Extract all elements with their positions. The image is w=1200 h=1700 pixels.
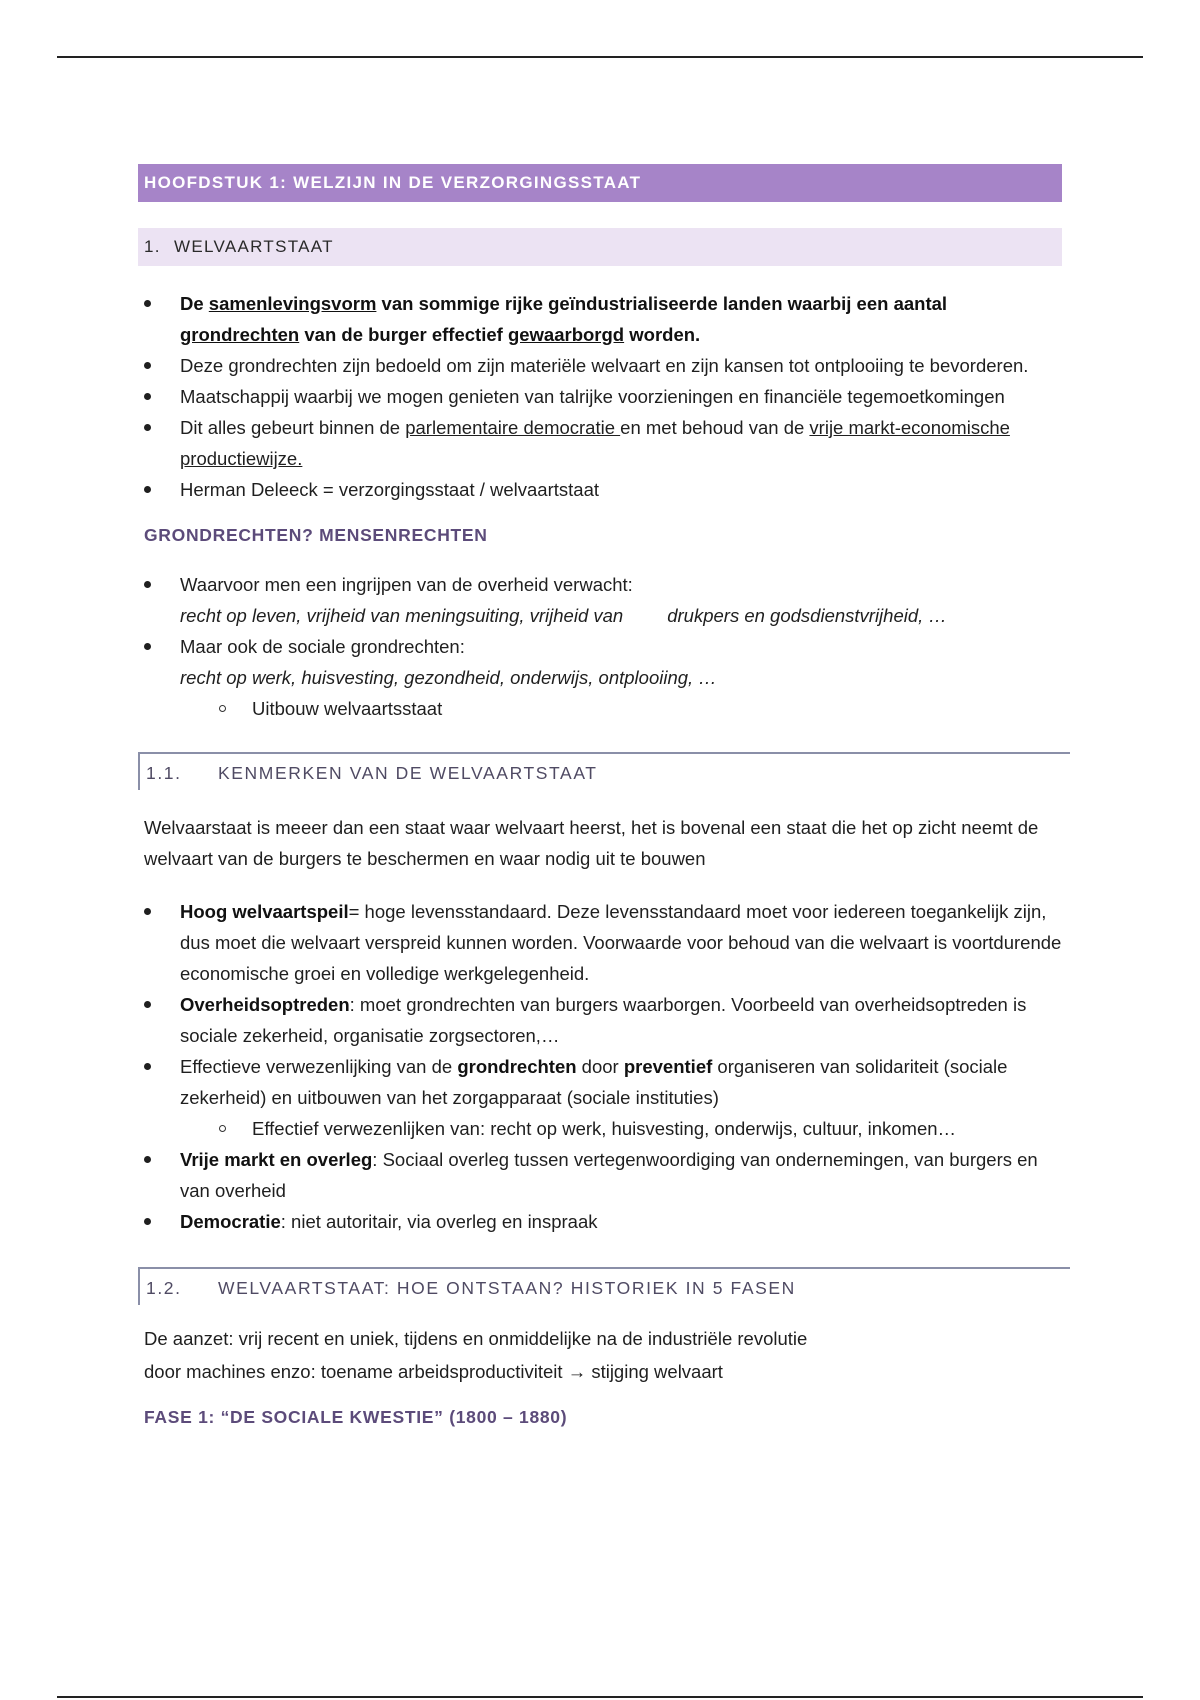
section-title: WELVAARTSTAAT (174, 237, 334, 256)
historiek-line-1: De aanzet: vrij recent en uniek, tijdens en onmiddelijke na de industriële revolutie (144, 1328, 808, 1349)
kenmerken-bullets-continued (138, 1144, 1062, 1237)
section-title: KENMERKEN VAN DE WELVAARTSTAAT (218, 763, 598, 783)
list-item: Dit alles gebeurt binnen de parlementaire democratie en met behoud van de vrije markt-economische productiewijze. (138, 412, 1062, 474)
footer-rule (57, 1696, 1143, 1698)
grondrechten-heading: GRONDRECHTEN? MENSENRECHTEN (144, 525, 488, 545)
list-item: Maar ook de sociale grondrechten: recht op werk, huisvesting, gezondheid, onderwijs, ontplooiing, … (138, 631, 1062, 693)
welvaartstaat-bullets (138, 288, 1062, 505)
list-item: Waarvoor men een ingrijpen van de overheid verwacht: recht op leven, vrijheid van meningsuiting, vrijheid van drukpers en godsdienstvrijheid, … (138, 569, 1062, 631)
kenmerken-bullets (138, 896, 1062, 1113)
list-item-sub: recht op werk, huisvesting, gezondheid, onderwijs, ontplooiing, … (180, 667, 717, 688)
list-item: Overheidsoptreden: moet grondrechten van burgers waarborgen. Voorbeeld van overheidsoptreden is sociale zekerheid, organisatie zorgsectoren,… (138, 989, 1062, 1051)
section-heading-historiek (138, 1267, 1070, 1305)
list-item: Herman Deleeck = verzorgingsstaat / welvaartstaat (138, 474, 1062, 505)
section-number: 1.1. (146, 763, 182, 783)
section-heading-kenmerken (138, 752, 1070, 790)
list-item: Effectieve verwezenlijking van de grondrechten door preventief organiseren van solidariteit (sociale zekerheid) en uitbouwen van het zorgapparaat (sociale instituties) (138, 1051, 1062, 1113)
historiek-line-2: door machines enzo: toename arbeidsproductiviteit → stijging welvaart (144, 1361, 723, 1382)
grondrechten-subbullets (138, 693, 1062, 724)
kenmerken-intro: Welvaarstaat is meeer dan een staat waar welvaart heerst, het is bovenal een staat die het op zicht neemt de welvaart van de burgers te beschermen en waar nodig uit te bouwen (144, 817, 1039, 869)
list-item: Uitbouw welvaartsstaat (138, 693, 1062, 724)
grondrechten-bullets (138, 569, 1062, 693)
list-item: Hoog welvaartspeil= hoge levensstandaard. Deze levensstandaard moet voor iedereen toegankelijk zijn, dus moet die welvaart verspreid kunnen worden. Voorwaarde voor behoud van die welvaart is voortdurende economische groei en volledige werkgelegenheid. (138, 896, 1062, 989)
list-item: Deze grondrechten zijn bedoeld om zijn materiële welvaart en zijn kansen tot ontplooiing te bevorderen. (138, 350, 1062, 381)
list-item: Democratie: niet autoritair, via overleg en inspraak (138, 1206, 1062, 1237)
chapter-heading: HOOFDSTUK 1: WELZIJN IN DE VERZORGINGSSTAAT (138, 164, 1062, 202)
list-item: De samenlevingsvorm van sommige rijke geïndustrialiseerde landen waarbij een aantal grondrechten van de burger effectief gewaarborgd worden. (138, 288, 1062, 350)
document-body (138, 164, 1062, 1428)
list-item: Vrije markt en overleg: Sociaal overleg tussen vertegenwoordiging van ondernemingen, van burgers en van overheid (138, 1144, 1062, 1206)
fase1-heading: FASE 1: “DE SOCIALE KWESTIE” (1800 – 1880) (144, 1407, 568, 1427)
kenmerken-subbullets (138, 1113, 1062, 1144)
section-title: WELVAARTSTAAT: HOE ONTSTAAN? HISTORIEK IN 5 FASEN (218, 1278, 796, 1298)
header-rule (57, 56, 1143, 58)
section-heading-welvaartstaat (138, 228, 1062, 266)
list-item-sub: recht op leven, vrijheid van meningsuiting, vrijheid van drukpers en godsdienstvrijheid, … (180, 605, 947, 626)
list-item: Maatschappij waarbij we mogen genieten van talrijke voorzieningen en financiële tegemoetkomingen (138, 381, 1062, 412)
section-number: 1. (144, 237, 161, 256)
section-number: 1.2. (146, 1278, 182, 1298)
list-item: Effectief verwezenlijken van: recht op werk, huisvesting, onderwijs, cultuur, inkomen… (138, 1113, 1062, 1144)
